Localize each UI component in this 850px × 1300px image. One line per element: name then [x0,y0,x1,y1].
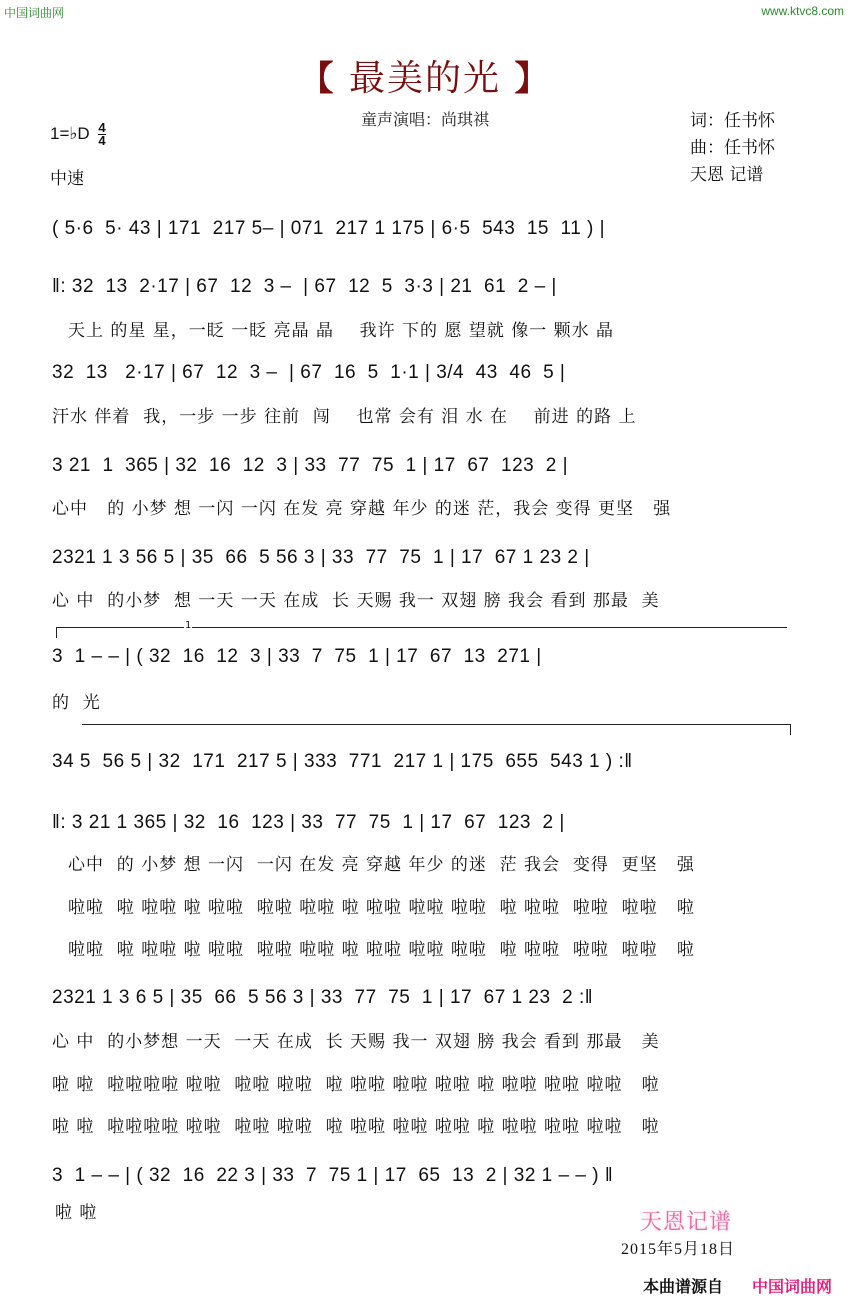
volta-bracket-1 [56,627,787,638]
transcriber: 天恩 记谱 [690,165,764,185]
transcription-date: 2015年5月18日 [621,1241,736,1258]
score-row-2-lyrics: 天上 的星 星，一眨 一眨 亮晶 晶 我许 下的 愿 望就 像一 颗水 晶 [68,321,615,341]
time-sig-bottom: 4 [98,133,106,148]
source-site-link[interactable]: 中国词曲网 [752,1277,833,1296]
title-bracket-open: 【 [299,59,336,99]
score-row-5-notes: 2321 1 3 56 5 | 35 66 5 56 3 | 33 77 75 1 | 17 67 1 23 2 | [52,547,590,568]
score-row-1-notes: ( 5·6 5· 43 | 171 217 5– | 071 217 1 175 | 6·5 543 15 11 ) | [52,218,606,239]
score-row-10-notes: 3 1 – – | ( 32 16 22 3 | 33 7 75 1 | 17 65 13 2 | 32 1 – – ) ‖ [52,1165,614,1186]
watermark-left: 中国词曲网 [4,6,65,20]
key-signature [50,122,106,147]
score-row-8-lyrics-1: 心中 的 小梦 想 一闪 一闪 在发 亮 穿越 年少 的迷 茫 我会 变得 更坚 强 [68,855,695,875]
score-row-6-lyrics: 的 光 [52,693,101,713]
score-row-9-lyrics-3: 啦 啦 啦啦啦啦 啦啦 啦啦 啦啦 啦 啦啦 啦啦 啦啦 啦 啦啦 啦啦 啦啦 啦 [52,1117,660,1137]
score-row-8-lyrics-2: 啦啦 啦 啦啦 啦 啦啦 啦啦 啦啦 啦 啦啦 啦啦 啦啦 啦 啦啦 啦啦 啦啦 啦 [68,898,695,918]
watermark-right: www.ktvc8.com [761,4,844,18]
transcriber-signature: 天恩记谱 [640,1210,733,1235]
score-row-8-lyrics-3: 啦啦 啦 啦啦 啦 啦啦 啦啦 啦啦 啦 啦啦 啦啦 啦啦 啦 啦啦 啦啦 啦啦 啦 [68,940,695,960]
source-label: 本曲谱源自 [643,1277,724,1296]
lyricist: 词：任书怀 [690,111,775,131]
song-title [0,50,850,101]
score-row-3-notes: 32 13 2·17 | 67 12 3 – | 67 16 5 1·1 | 3/4 43 46 5 | [52,362,566,383]
score-row-2-notes: ‖: 32 13 2·17 | 67 12 3 – | 67 12 5 3·3 | 21 61 2 – | [52,276,557,297]
score-row-9-notes: 2321 1 3 6 5 | 35 66 5 56 3 | 33 77 75 1 | 17 67 1 23 2 :‖ [52,987,594,1008]
composer: 曲：任书怀 [690,138,775,158]
volta-number: 1 [185,620,192,631]
score-row-9-lyrics-1: 心 中 的小梦想 一天 一天 在成 长 天赐 我一 双翅 膀 我会 看到 那最 美 [52,1032,660,1052]
score-row-7-notes: 34 5 56 5 | 32 171 217 5 | 333 771 217 1 | 175 655 543 1 ) :‖ [52,751,633,772]
score-row-3-lyrics: 汗水 伴着 我，一步 一步 往前 闯 也常 会有 泪 水 在 前进 的路 上 [52,407,637,427]
volta-bracket-continuation [82,724,791,735]
score-row-8-notes: ‖: 3 21 1 365 | 32 16 123 | 33 77 75 1 | 17 67 123 2 | [52,812,565,833]
time-signature [98,122,105,147]
singer-credit: 童声演唱：尚琪祺 [360,110,489,129]
score-row-9-lyrics-2: 啦 啦 啦啦啦啦 啦啦 啦啦 啦啦 啦 啦啦 啦啦 啦啦 啦 啦啦 啦啦 啦啦 啦 [52,1075,660,1095]
title-bracket-close: 】 [514,59,551,99]
key-text: 1=♭D [50,123,90,143]
title-text: 最美的光 [348,58,501,99]
score-row-5-lyrics: 心 中 的小梦 想 一天 一天 在成 长 天赐 我一 双翅 膀 我会 看到 那最 美 [52,591,660,611]
credits [690,108,775,189]
score-row-4-notes: 3 21 1 365 | 32 16 12 3 | 33 77 75 1 | 17 67 123 2 | [52,455,569,476]
time-sig-top: 4 [98,120,106,135]
tempo-marking: 中速 [50,169,84,189]
score-row-4-lyrics: 心中 的 小梦 想 一闪 一闪 在发 亮 穿越 年少 的迷 茫，我会 变得 更坚 强 [52,499,672,519]
score-row-10-lyrics: 啦 啦 [55,1203,98,1223]
score-row-6-notes: 3 1 – – | ( 32 16 12 3 | 33 7 75 1 | 17 67 13 271 | [52,646,542,667]
